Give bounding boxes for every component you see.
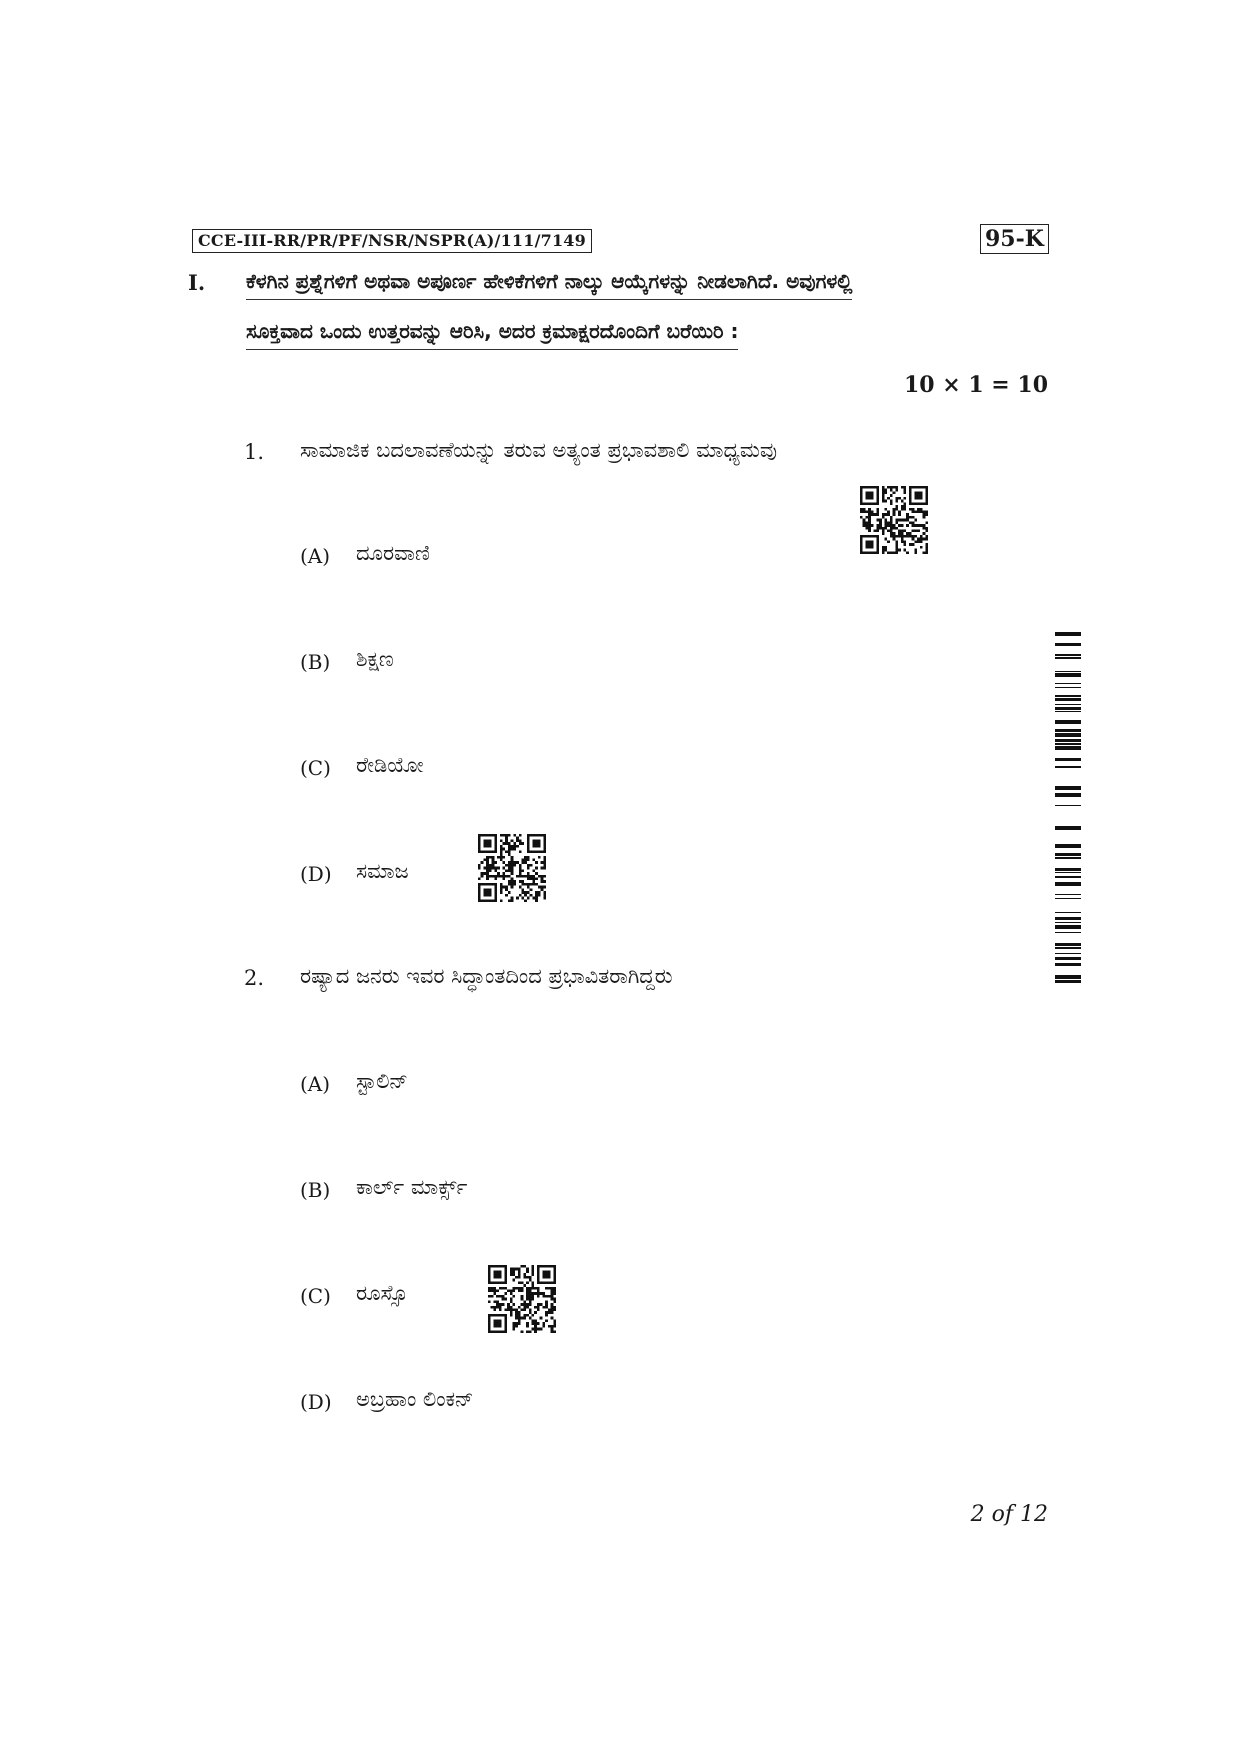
option-letter: (A) — [300, 544, 331, 568]
qr-code-icon — [488, 1265, 556, 1333]
qr-code-icon — [478, 834, 546, 902]
paper-code-badge: 95-K — [980, 224, 1049, 254]
question-number: 1. — [244, 440, 265, 464]
qr-code-icon — [860, 486, 928, 554]
question-text: ರಷ್ಯಾದ ಜನರು ಇವರ ಸಿದ್ಧಾಂತದಿಂದ ಪ್ರಭಾವಿತರಾಗಿದ್ದರು — [300, 964, 673, 988]
question-paper-code: CCE-III-RR/PR/PF/NSR/NSPR(A)/111/7149 — [192, 229, 592, 253]
instruction-line-2: ಸೂಕ್ತವಾದ ಒಂದು ಉತ್ತರವನ್ನು ಆರಿಸಿ, ಅದರ ಕ್ರಮಾಕ್ಷರದೊಂದಿಗೆ ಬರೆಯಿರಿ : — [246, 316, 738, 350]
option-letter: (B) — [300, 1178, 331, 1202]
section-number: I. — [188, 270, 206, 295]
instruction-line-1: ಕೆಳಗಿನ ಪ್ರಶ್ನೆಗಳಿಗೆ ಅಥವಾ ಅಪೂರ್ಣ ಹೇಳಿಕೆಗಳಿಗೆ ನಾಲ್ಕು ಆಯ್ಕೆಗಳನ್ನು ನೀಡಲಾಗಿದೆ. ಅವುಗಳಲ್ಲಿ — [246, 266, 852, 300]
option-text: ಅಬ್ರಹಾಂ ಲಿಂಕನ್ — [356, 1387, 474, 1411]
question-text: ಸಾಮಾಜಿಕ ಬದಲಾವಣೆಯನ್ನು ತರುವ ಅತ್ಯಂತ ಪ್ರಭಾವಶಾಲಿ ಮಾಧ್ಯಮವು — [300, 438, 778, 462]
option-letter: (D) — [300, 862, 332, 886]
option-letter: (D) — [300, 1390, 332, 1414]
option-letter: (B) — [300, 650, 331, 674]
option-text: ಸಮಾಜ — [356, 859, 409, 883]
page-number: 2 of 12 — [970, 1502, 1048, 1527]
option-text: ಶಿಕ್ಷಣ — [356, 647, 394, 671]
option-text: ರೂಸ್ಸೊ — [356, 1281, 408, 1305]
barcode-icon — [1055, 632, 1081, 984]
option-letter: (A) — [300, 1072, 331, 1096]
option-letter: (C) — [300, 1284, 331, 1308]
option-text: ಸ್ಟಾಲಿನ್ — [356, 1069, 408, 1093]
option-letter: (C) — [300, 756, 331, 780]
option-text: ದೂರವಾಣಿ — [356, 541, 430, 565]
question-number: 2. — [244, 966, 265, 990]
option-text: ರೇಡಿಯೋ — [356, 753, 424, 777]
option-text: ಕಾರ್ಲ್ ಮಾರ್ಕ್ಸ್ — [356, 1175, 468, 1199]
marks-allocation: 10 × 1 = 10 — [903, 372, 1048, 398]
